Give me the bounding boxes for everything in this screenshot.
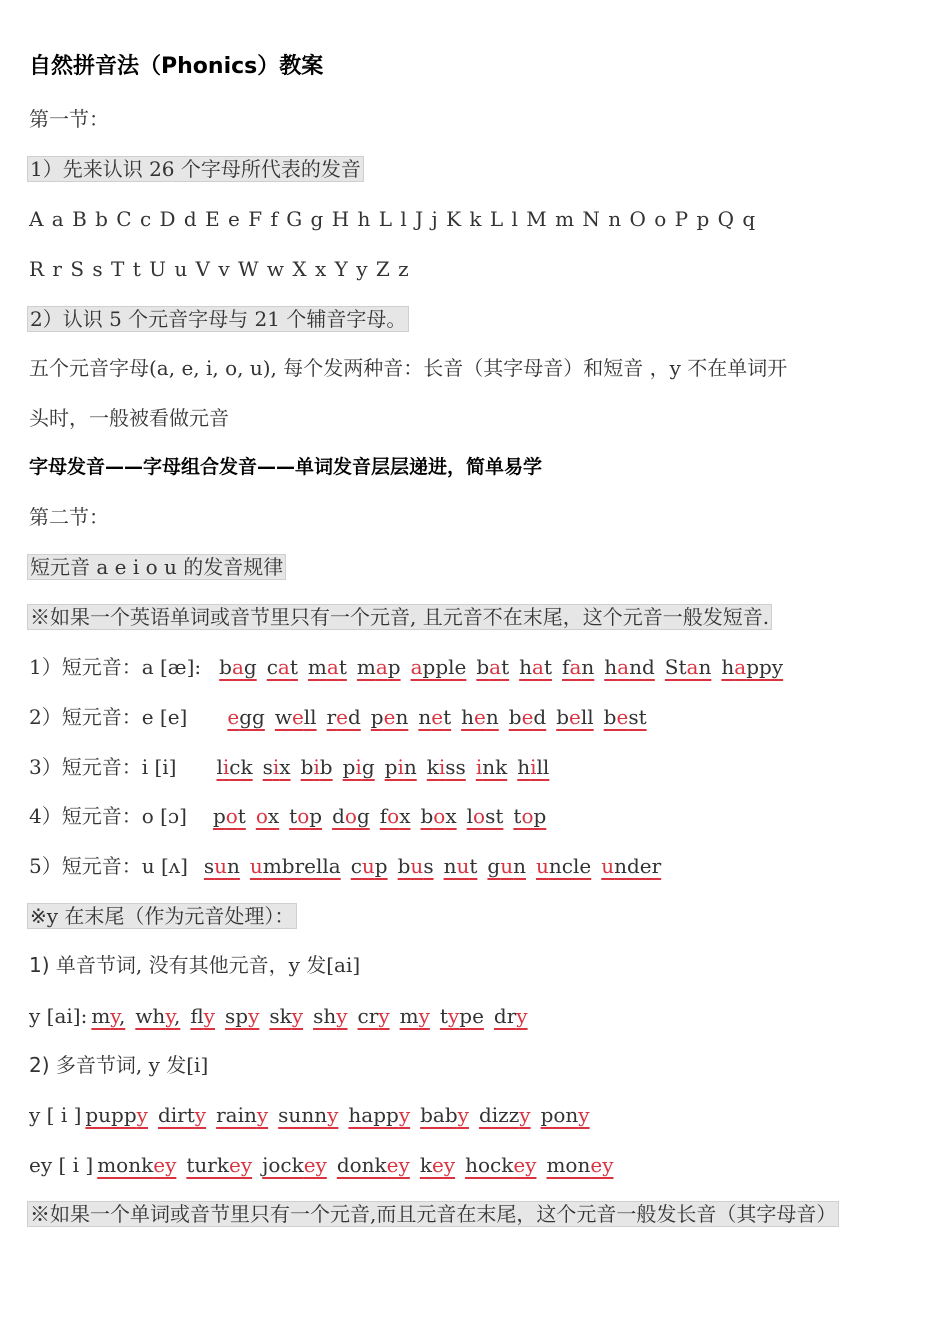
example-word (85, 1103, 148, 1127)
highlighted-vowel: e (336, 705, 348, 729)
example-word (313, 1004, 347, 1028)
example-word (219, 655, 257, 679)
example-word (267, 655, 298, 679)
highlighted-vowel: ey (513, 1153, 537, 1177)
highlighted-vowel: i (475, 755, 483, 779)
word-part: n (698, 655, 712, 679)
highlighted-vowel: a (326, 655, 339, 679)
example-word (256, 804, 279, 828)
example-word (487, 854, 526, 878)
word-part: p (370, 705, 384, 729)
short-vowels-title (29, 552, 286, 582)
highlighted-vowel: o (225, 804, 238, 828)
word-part: m (356, 655, 376, 679)
highlighted-vowel: a (617, 655, 630, 679)
highlighted-vowel: y (203, 1004, 215, 1028)
word-part: b (420, 804, 434, 828)
highlighted-vowel: u (601, 854, 615, 878)
example-word (216, 755, 252, 779)
highlighted-vowel: a (734, 655, 747, 679)
y-rule-2-text: 多音节词, y 发[i] (49, 1053, 209, 1077)
example-word (411, 655, 467, 679)
alphabet-line-1: A a B b C c D d E e F f G g H h L l J j K k L l M m N n O o P p Q q (29, 207, 757, 231)
highlighted-vowel: a (231, 655, 244, 679)
word-part: s (423, 854, 434, 878)
section-2-heading: 第二节： (29, 505, 109, 529)
example-word (97, 1153, 176, 1177)
example-word (440, 1004, 484, 1028)
highlighted-vowel: e (569, 705, 581, 729)
word-part: wh (135, 1004, 166, 1028)
word-part: happ (348, 1103, 399, 1127)
word-part: p (387, 655, 401, 679)
highlighted-vowel: ey (228, 1153, 253, 1177)
example-word (186, 1153, 252, 1177)
example-word (461, 705, 499, 729)
example-word (216, 1103, 268, 1127)
short-a-row (29, 652, 783, 682)
example-word (604, 655, 655, 679)
word-part: mon (546, 1153, 591, 1177)
highlighted-vowel: y (398, 1103, 411, 1127)
highlighted-vowel: y (165, 1004, 174, 1028)
highlighted-vowel: y (194, 1103, 207, 1127)
ey-i-row (29, 1150, 614, 1180)
example-word (541, 1103, 590, 1127)
word-part: h (461, 705, 475, 729)
highlighted-vowel: u (456, 854, 470, 878)
word-part: n (581, 655, 595, 679)
example-word (665, 655, 712, 679)
word-part: pe (459, 1004, 484, 1028)
highlighted-vowel: y (336, 1004, 348, 1028)
word-part: n (227, 854, 240, 878)
example-word (494, 1004, 528, 1028)
example-word (204, 854, 240, 878)
highlighted-vowel: a (569, 655, 582, 679)
word-part: s (262, 755, 273, 779)
word-part: d (533, 705, 547, 729)
row-label: 3）短元音：i [i] (29, 755, 177, 779)
word-part: nk (482, 755, 508, 779)
highlighted-vowel: u (361, 854, 375, 878)
step-1 (29, 154, 364, 184)
word-part: sk (269, 1004, 292, 1028)
word-part: p (342, 755, 356, 779)
word-part: h (519, 655, 533, 679)
highlighted-vowel: u (249, 854, 263, 878)
example-word (509, 705, 546, 729)
step-2 (29, 304, 409, 334)
long-vowel-rule (29, 1199, 839, 1229)
word-part: pupp (85, 1103, 137, 1127)
highlighted-vowel: i (313, 755, 320, 779)
highlighted-vowel: u (410, 854, 424, 878)
word-part: x (445, 804, 457, 828)
word-part: b (556, 705, 570, 729)
highlighted-vowel: o (387, 804, 400, 828)
example-word (343, 755, 375, 779)
highlighted-vowel: e (431, 705, 444, 729)
word-part: hock (465, 1153, 514, 1177)
word-part: cr (357, 1004, 379, 1028)
highlighted-vowel: i (355, 755, 362, 779)
word-part: g (243, 655, 257, 679)
word-part: b (508, 705, 522, 729)
word-part: t (513, 804, 522, 828)
word-part: t (469, 854, 478, 878)
highlighted-vowel: a (277, 655, 290, 679)
example-word (158, 1103, 206, 1127)
highlighted-vowel: ey (303, 1153, 327, 1177)
word-part: g (487, 854, 501, 878)
example-word (289, 804, 322, 828)
word-part: s (203, 854, 215, 878)
example-word (398, 854, 434, 878)
word-part: p (374, 854, 388, 878)
word-part: g (361, 755, 375, 779)
example-word (467, 804, 504, 828)
word-part: pon (540, 1103, 579, 1127)
highlighted-vowel: o (473, 804, 486, 828)
word-part: h (721, 655, 735, 679)
short-vowels-title-text: 短元音 a e i o u 的发音规律 (27, 554, 286, 580)
word-part: t (543, 655, 553, 679)
short-o-row (29, 801, 546, 831)
y-rule-1-number: 1) (29, 953, 50, 977)
example-word (444, 854, 478, 878)
example-word (536, 854, 591, 878)
highlighted-vowel: y (248, 1004, 260, 1028)
word-part: h (604, 655, 618, 679)
example-word (275, 705, 317, 729)
example-word (546, 1153, 613, 1177)
highlighted-vowel: y (291, 1004, 304, 1028)
example-word (337, 1153, 410, 1177)
word-part: gg (239, 705, 265, 729)
vowel-note-line-1: 五个元音字母(a, e, i, o, u), 每个发两种音：长音（其字母音）和短音 ，y 不在单词开 (29, 356, 788, 380)
highlighted-vowel: u (214, 854, 228, 878)
example-word (476, 655, 509, 679)
highlighted-vowel: e (227, 705, 240, 729)
y-rule-2 (29, 1050, 208, 1080)
highlighted-vowel: i (272, 755, 280, 779)
highlighted-vowel: u (536, 854, 549, 878)
example-word (278, 1103, 338, 1127)
step-1-text: 1）先来认识 26 个字母所代表的发音 (27, 156, 364, 182)
word-part: c (350, 854, 362, 878)
word-part: f (379, 804, 388, 828)
word-part: bab (420, 1103, 458, 1127)
highlighted-vowel: i (397, 755, 404, 779)
example-word (358, 1004, 390, 1028)
highlighted-vowel: ey (386, 1153, 410, 1177)
example-word (135, 1004, 180, 1028)
highlighted-vowel: a (410, 655, 423, 679)
word-part: x (279, 755, 291, 779)
example-word (269, 1004, 303, 1028)
example-word (400, 1004, 430, 1028)
highlighted-vowel: y (418, 1004, 430, 1028)
example-word (327, 705, 361, 729)
vowel-note-line-2: 头时，一般被看做元音 (29, 406, 229, 430)
word-part: k (426, 755, 439, 779)
row-label: 2）短元音：e [e] (29, 705, 188, 729)
word-part: nd (629, 655, 655, 679)
word-part: t (439, 1004, 448, 1028)
step-2-text: 2）认识 5 个元音字母与 21 个辅音字母。 (27, 306, 409, 332)
word-part: t (289, 655, 298, 679)
highlighted-vowel: y (136, 1103, 148, 1127)
page-title: 自然拼音法（Phonics）教案 (29, 54, 324, 79)
highlighted-vowel: e (291, 705, 304, 729)
row-label: y [ai]: (29, 1004, 88, 1028)
word-part: St (664, 655, 687, 679)
word-part: ss (445, 755, 466, 779)
y-rule-1 (29, 950, 360, 980)
word-part: b (319, 755, 333, 779)
word-part: g (356, 804, 370, 828)
row-label: ey [ i ] (29, 1153, 94, 1177)
highlighted-vowel: ey (590, 1153, 614, 1177)
word-part: n (485, 705, 499, 729)
row-label: y [ i ] (29, 1103, 82, 1127)
word-part: st (485, 804, 504, 828)
word-part: nder (614, 854, 662, 878)
word-part: ncle (548, 854, 592, 878)
short-i-row (29, 752, 549, 782)
highlighted-vowel: a (489, 655, 502, 679)
row-label: 5）短元音：u [ʌ] (29, 854, 188, 878)
highlighted-vowel: ey (153, 1153, 177, 1177)
word-part: r (326, 705, 337, 729)
example-word (227, 705, 264, 729)
highlighted-vowel: e (474, 705, 486, 729)
example-word (385, 755, 417, 779)
long-vowel-rule-text: ※如果一个单词或音节里只有一个元音,而且元音在末尾，这个元音一般发长音（其字母音） (27, 1201, 839, 1227)
word-part: rain (216, 1103, 257, 1127)
method-summary: 字母发音——字母组合发音——单词发音层层递进，简单易学 (29, 456, 543, 478)
short-vowel-rule-text: ※如果一个英语单词或音节里只有一个元音, 且元音不在末尾，这个元音一般发短音. (27, 604, 772, 630)
example-word (380, 804, 411, 828)
word-part: st (628, 705, 647, 729)
word-part: w (274, 705, 292, 729)
example-word (190, 1004, 215, 1028)
word-part: pple (422, 655, 467, 679)
word-part: d (332, 804, 345, 828)
highlighted-vowel: o (297, 804, 310, 828)
word-part: l (466, 804, 474, 828)
word-part: t (338, 655, 347, 679)
alphabet-line-2: R r S s T t U u V v W w X x Y y Z z (29, 257, 410, 281)
word-part: t (289, 804, 298, 828)
example-word (721, 655, 783, 679)
example-word (517, 755, 549, 779)
example-word (351, 854, 388, 878)
word-part: , (173, 1004, 181, 1028)
highlighted-vowel: o (521, 804, 534, 828)
example-word (225, 1004, 259, 1028)
example-word (263, 755, 291, 779)
short-u-row (29, 851, 661, 881)
word-part: t (501, 655, 510, 679)
word-part: h (517, 755, 531, 779)
word-part: f (562, 655, 570, 679)
example-word (420, 804, 456, 828)
word-part: ll (580, 705, 594, 729)
word-part: monk (97, 1153, 154, 1177)
word-part: c (266, 655, 278, 679)
highlighted-vowel: y (327, 1103, 339, 1127)
highlighted-vowel: o (433, 804, 446, 828)
y-rule-1-text: 单音节词, 没有其他元音，y 发[ai] (49, 953, 361, 977)
word-part: b (397, 854, 411, 878)
highlighted-vowel: e (383, 705, 396, 729)
example-word (556, 705, 593, 729)
example-word (519, 655, 552, 679)
word-part: n (395, 705, 409, 729)
example-word (420, 1103, 469, 1127)
word-part: l (216, 755, 223, 779)
word-part: p (309, 804, 323, 828)
highlighted-vowel: a (532, 655, 544, 679)
word-part: n (443, 854, 457, 878)
highlighted-vowel: i (438, 755, 446, 779)
y-ai-row (29, 1001, 528, 1031)
highlighted-vowel: ey (431, 1153, 456, 1177)
section-1-heading: 第一节： (29, 107, 109, 131)
word-part: dirt (157, 1103, 195, 1127)
word-part: t (237, 804, 246, 828)
example-word (308, 655, 347, 679)
highlighted-vowel: i (222, 755, 230, 779)
word-part: p (533, 804, 547, 828)
word-part: d (347, 705, 361, 729)
example-word (479, 1103, 531, 1127)
row-label: 1）短元音：a [æ]: (29, 655, 202, 679)
word-part: , (118, 1004, 126, 1028)
word-part: ppy (746, 655, 784, 679)
example-word (250, 854, 341, 878)
highlighted-vowel: u (500, 854, 514, 878)
y-ending-title (29, 901, 297, 931)
word-part: sunn (278, 1103, 328, 1127)
word-part: sp (224, 1004, 249, 1028)
example-word (371, 705, 409, 729)
example-word (91, 1004, 125, 1028)
word-part: donk (336, 1153, 387, 1177)
word-part: b (300, 755, 314, 779)
word-part: n (403, 755, 417, 779)
example-word (476, 755, 507, 779)
word-part: x (399, 804, 411, 828)
highlighted-vowel: i (530, 755, 537, 779)
word-part: b (603, 705, 617, 729)
example-word (262, 1153, 327, 1177)
word-part: p (384, 755, 398, 779)
word-part: t (443, 705, 452, 729)
highlighted-vowel: e (521, 705, 534, 729)
example-word (418, 705, 451, 729)
highlighted-vowel: y (378, 1004, 390, 1028)
word-part: dizz (478, 1103, 520, 1127)
highlighted-vowel: e (616, 705, 629, 729)
word-part: dr (493, 1004, 517, 1028)
word-part: x (267, 804, 280, 828)
example-word (420, 1153, 455, 1177)
word-part: mbrella (262, 854, 341, 878)
highlighted-vowel: y (256, 1103, 269, 1127)
y-ending-title-text: ※y 在末尾（作为元音处理）： (27, 903, 297, 929)
y-i-row (29, 1100, 590, 1130)
example-word (427, 755, 466, 779)
example-word (357, 655, 401, 679)
example-word (332, 804, 370, 828)
row-label: 4）短元音：o [ɔ] (29, 804, 187, 828)
word-part: m (307, 655, 327, 679)
example-word (513, 804, 546, 828)
example-word (604, 705, 647, 729)
word-part: b (476, 655, 490, 679)
example-word (562, 655, 594, 679)
word-part: m (91, 1004, 111, 1028)
highlighted-vowel: y (457, 1103, 469, 1127)
highlighted-vowel: y (110, 1004, 119, 1028)
short-e-row (29, 702, 647, 732)
highlighted-vowel: y (447, 1004, 460, 1028)
word-part: ll (536, 755, 550, 779)
highlighted-vowel: y (578, 1103, 590, 1127)
word-part: jock (262, 1153, 304, 1177)
highlighted-vowel: a (375, 655, 388, 679)
example-word (213, 804, 246, 828)
example-word (301, 755, 333, 779)
highlighted-vowel: y (516, 1004, 528, 1028)
highlighted-vowel: o (255, 804, 268, 828)
word-part: turk (186, 1153, 229, 1177)
example-word (465, 1153, 536, 1177)
highlighted-vowel: y (519, 1103, 531, 1127)
word-part: n (418, 705, 432, 729)
word-part: ll (303, 705, 317, 729)
word-part: ck (229, 755, 253, 779)
example-word (601, 854, 661, 878)
y-rule-2-number: 2) (29, 1053, 50, 1077)
short-vowel-rule (29, 602, 772, 632)
word-part: p (212, 804, 226, 828)
word-part: b (219, 655, 232, 679)
highlighted-vowel: a (686, 655, 699, 679)
word-part: n (513, 854, 526, 878)
word-part: m (399, 1004, 419, 1028)
word-part: sh (313, 1004, 337, 1028)
word-part: k (419, 1153, 432, 1177)
example-word (348, 1103, 410, 1127)
highlighted-vowel: o (344, 804, 357, 828)
word-part: fl (190, 1004, 204, 1028)
